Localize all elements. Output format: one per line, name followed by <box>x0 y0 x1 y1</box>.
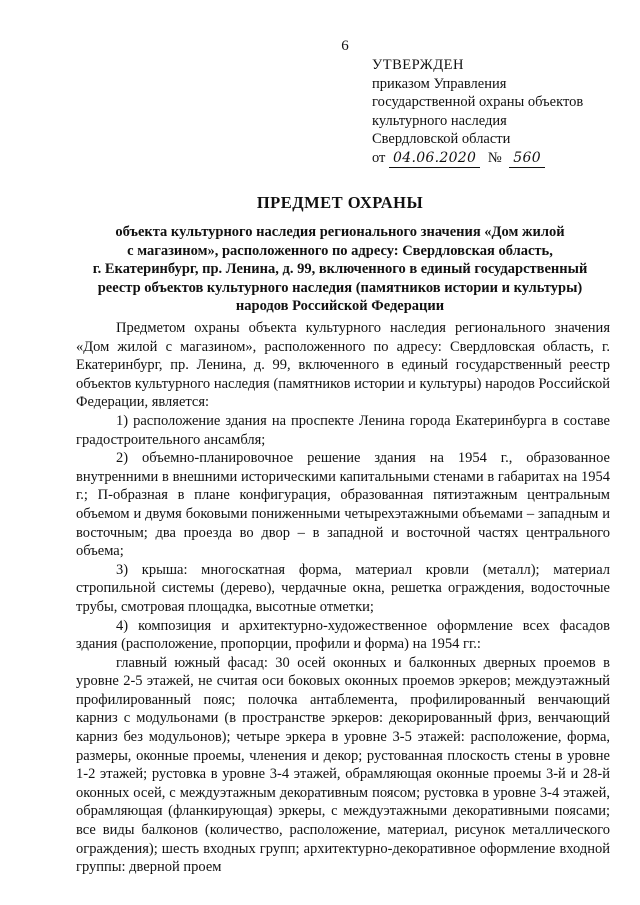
approval-line: культурного наследия <box>372 112 507 129</box>
list-item: 4) композиция и архитектурно-художественное оформление всех фасадов здания (расположение, пропорции, профили и форма) на 1954 гг.: <box>76 617 610 653</box>
approval-stamp <box>372 56 632 168</box>
intro-paragraph: Предметом охраны объекта культурного наследия регионального значения «Дом жилой с магазином», расположенного по адресу: Свердловская область, г. Екатеринбург, пр. Ленина, д. 99, включенного в единый государственный реестр объектов культурного наследия (памятников истории и культуры) народов Российской Федерации, является: <box>76 320 610 411</box>
document-subtitle <box>70 223 610 316</box>
facade-paragraph: главный южный фасад: 30 осей оконных и балконных дверных проемов в уровне 2-5 этажей, не считая оси боковых оконных проемов эркеров; междуэтажный профилированный пояс; полочка антаблемента, профилированный венчающий карниз с модульонами (в пространстве эркеров: декорированный фриз, венчающий карниз без модульонов); четыре эркера в уровне 3-5 этажей: расположение, форма, размеры, оконные проемы, членения и декор; рустованная плоскость стены в уровне 1-2 этажей; рустовка в уровне 3-4 этажей, обрамляющая оконные проемы 3-й и 28-й оконных осей, с междуэтажным декоративным поясом; рустовка в уровне 3-4 этажей, обрамляющая (фланкирующая) эркеры, с междуэтажными декоративными поясами; все виды балконов (количество, расположение, материал, рисунок металлического ограждения); шесть входных групп; архитектурно-декоративное оформление входной группы: дверной проем <box>76 654 610 876</box>
subtitle-line: г. Екатеринбург, пр. Ленина, д. 99, включенного в единый государственный <box>92 261 588 278</box>
approval-line: государственной охраны объектов <box>372 94 584 110</box>
approval-date-line <box>372 149 632 169</box>
subtitle-line: с магазином», расположенного по адресу: Свердловская область, <box>127 242 553 259</box>
date-prefix: от <box>372 149 386 166</box>
approval-line: Свердловской области <box>372 131 511 147</box>
list-item: 3) крыша: многоскатная форма, материал кровли (металл); материал стропильной системы (дерево), чердачные окна, решетка ограждения, водосточные трубы, смотровая площадка, высотные отметки; <box>76 561 610 615</box>
document-body <box>76 319 610 877</box>
list-item: 1) расположение здания на проспекте Ленина города Екатеринбурга в составе градостроительного ансамбля; <box>76 412 610 448</box>
approval-line: приказом Управления <box>372 75 507 92</box>
page-number: 6 <box>341 38 349 54</box>
title-block <box>70 193 610 316</box>
number-sign: № <box>487 149 502 166</box>
subtitle-line: объекта культурного наследия регионального значения «Дом жилой <box>115 224 565 240</box>
approval-number: 560 <box>509 149 545 169</box>
approval-date: 04.06.2020 <box>389 149 480 169</box>
subtitle-line: реестр объектов культурного наследия (памятников истории и культуры) <box>97 279 583 296</box>
list-item: 2) объемно-планировочное решение здания на 1954 г., образованное внутренними в внешними историческими капитальными стенами в габаритах на 1954 г.; П-образная в плане конфигурация, образованная пятиэтажным центральным объемом и двумя боковыми пониженными четырехэтажными объемами – западным и восточным; два проезда во двор – в западной и восточной частях центрального объема; <box>76 450 610 560</box>
document-title: ПРЕДМЕТ ОХРАНЫ <box>256 193 424 212</box>
subtitle-line: народов Российской Федерации <box>235 298 445 315</box>
approval-heading: УТВЕРЖДЕН <box>372 57 464 73</box>
